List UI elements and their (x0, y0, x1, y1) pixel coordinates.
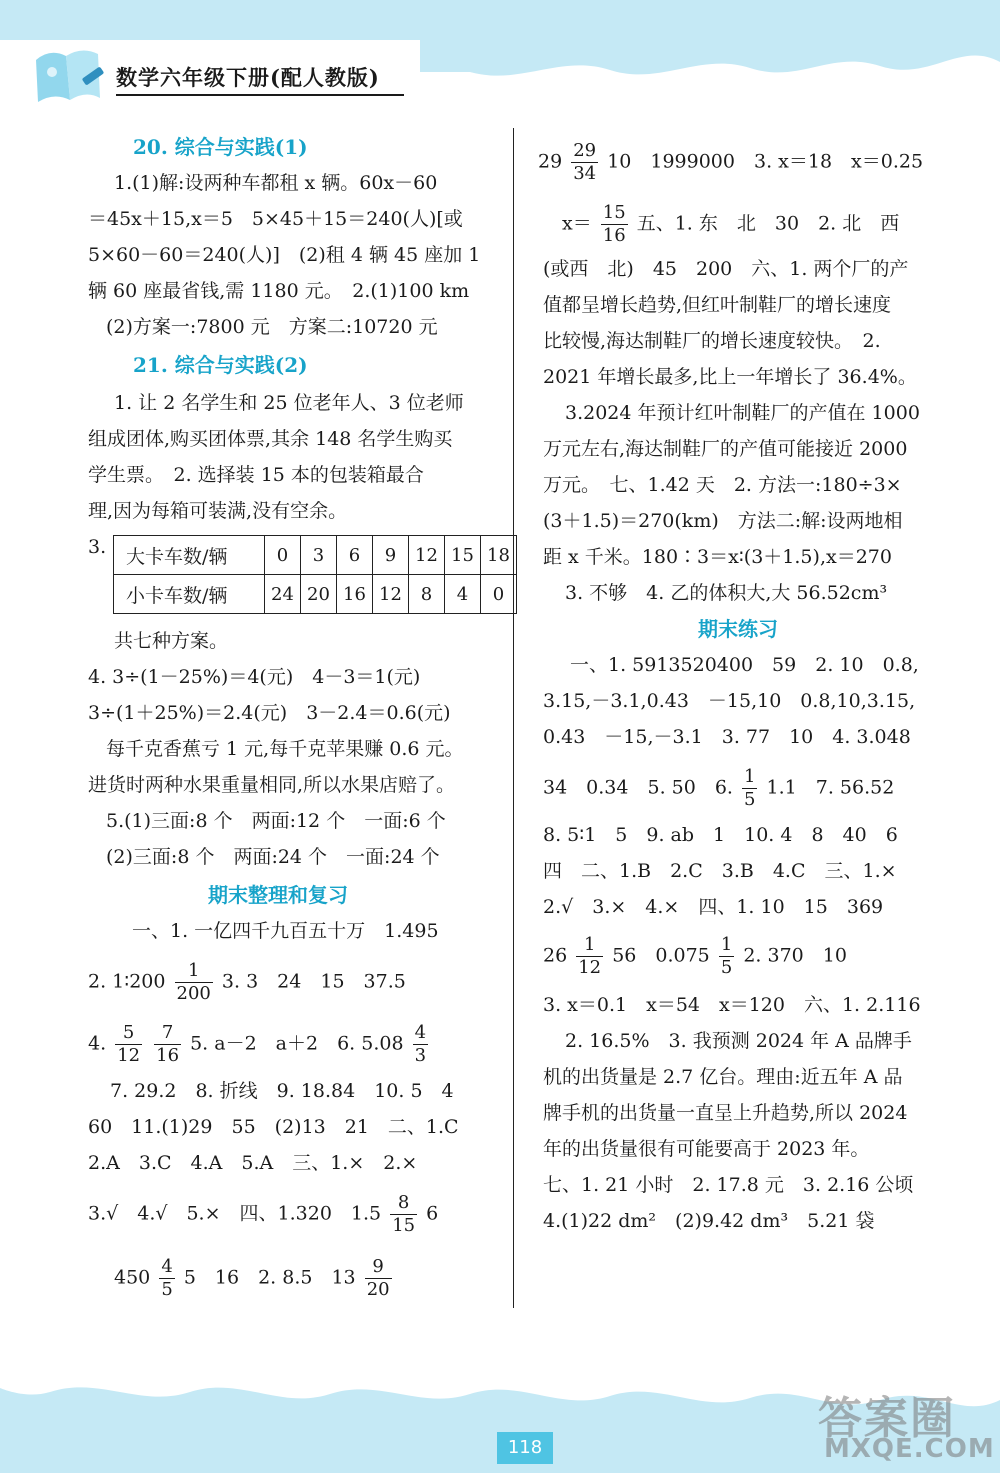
text-line: 7. 29.2 8. 折线 9. 18.84 10. 5 4 (110, 1080, 454, 1102)
column-divider (513, 128, 514, 1308)
row-header-big-trucks: 大卡车数/辆 (114, 536, 265, 575)
section-title-review: 期末整理和复习 (208, 883, 348, 907)
text-segment: 1.1 7. 56.52 (766, 776, 895, 799)
text-line: 牌手机的出货量一直呈上升趋势,所以 2024 (543, 1102, 908, 1124)
text-segment: 五、1. 东 北 30 2. 北 西 (636, 212, 900, 235)
text-line: 进货时两种水果重量相同,所以水果店赔了。 (88, 774, 456, 796)
text-line: 8. 5∶1 5 9. ab 1 10. 4 8 40 6 (543, 824, 898, 846)
numerator: 4 (161, 1256, 173, 1277)
text-line: 5.(1)三面:8 个 两面:12 个 一面:6 个 (106, 810, 446, 832)
text-line: 4.(1)22 dm² (2)9.42 dm³ 5.21 袋 (543, 1210, 875, 1232)
watermark-text: 答案圈 (818, 1393, 956, 1444)
fraction (601, 204, 628, 245)
text-line-with-fraction (88, 1194, 438, 1235)
text-line: 一、1. 5913520400 59 2. 10 0.8, (570, 654, 919, 676)
denominator: 34 (573, 163, 597, 184)
fraction (571, 142, 598, 183)
text-line: 3.15,－3.1,0.43 －15,10 0.8,10,3.15, (543, 690, 916, 712)
numerator: 1 (175, 962, 213, 983)
text-line: 3÷(1＋25%)＝2.4(元) 3－2.4＝0.6(元) (88, 702, 451, 724)
fraction (576, 936, 603, 977)
text-line: 3. 不够 4. 乙的体积大,大 56.52cm³ (565, 582, 888, 604)
fraction (159, 1258, 174, 1299)
fraction (413, 1024, 428, 1065)
section-title-21: 21. 综合与实践(2) (133, 353, 308, 377)
text-line-with-fraction (543, 936, 847, 977)
text-line: (2)三面:8 个 两面:24 个 一面:24 个 (106, 846, 440, 868)
table-row (114, 575, 517, 614)
denominator: 5 (744, 789, 756, 810)
table-cell: 18 (481, 536, 517, 575)
fraction (175, 962, 213, 1003)
text-line: 3.2024 年预计红叶制鞋厂的产值在 1000 (565, 402, 920, 424)
page-number: 118 (497, 1432, 553, 1464)
denominator: 3 (414, 1045, 427, 1066)
numerator: 8 (390, 1194, 417, 1215)
text-line: 1. 让 2 名学生和 25 位老年人、3 位老师 (114, 392, 464, 414)
numerator: 5 (115, 1024, 142, 1045)
text-segment: 26 (543, 944, 568, 967)
watermark-logo (818, 1382, 995, 1464)
fraction (154, 1024, 181, 1065)
text-line: 万元左右,海达制鞋厂的产值可能接近 2000 (543, 438, 908, 460)
numerator: 15 (602, 202, 626, 223)
text-line: (2)方案一:7800 元 方案二:10720 元 (106, 316, 438, 338)
numerator: 9 (365, 1258, 392, 1279)
fraction (390, 1194, 417, 1235)
fraction (719, 936, 734, 977)
table-row (114, 536, 517, 575)
denominator: 5 (161, 1279, 173, 1300)
numerator: 1 (720, 934, 733, 955)
numerator: 1 (744, 766, 756, 787)
text-segment: 56 0.075 (612, 944, 710, 967)
text-segment: 5 16 2. 8.5 13 (183, 1266, 356, 1289)
fraction (365, 1258, 392, 1299)
books-logo-icon (30, 42, 110, 112)
denominator: 12 (578, 957, 602, 978)
denominator: 200 (176, 983, 211, 1004)
denominator: 5 (720, 957, 733, 978)
table-cell: 12 (373, 575, 409, 614)
text-line: 万元。 七、1.42 天 2. 方法一:180÷3× (543, 474, 902, 496)
denominator: 16 (156, 1045, 180, 1066)
table-cell: 0 (481, 575, 517, 614)
text-line: 年的出货量很有可能要高于 2023 年。 (543, 1138, 870, 1160)
fraction (115, 1024, 142, 1065)
table-cell: 6 (337, 536, 373, 575)
text-line: 2. 16.5% 3. 我预测 2024 年 A 品牌手 (565, 1030, 912, 1052)
truck-combination-table (113, 535, 517, 614)
text-segment: 4. (88, 1032, 107, 1055)
text-line-with-fraction (562, 204, 899, 245)
numerator: 7 (154, 1024, 181, 1045)
table-cell: 15 (445, 536, 481, 575)
watermark-url: MXQE.COM (824, 1434, 995, 1464)
text-segment: 6 (426, 1202, 439, 1225)
text-line-with-fraction (88, 1024, 431, 1065)
page-header-title: 数学六年级下册(配人教版) (116, 62, 404, 96)
numerator: 1 (576, 936, 603, 957)
text-line: 5×60－60＝240(人)] (2)租 4 辆 45 座加 1 (88, 244, 481, 266)
text-line: 辆 60 座最省钱,需 1180 元。 2.(1)100 km (88, 280, 470, 302)
table-cell: 12 (409, 536, 445, 575)
denominator: 15 (392, 1215, 416, 1236)
text-line: 距 x 千米。180∶3＝x∶(3＋1.5),x＝270 (543, 546, 892, 568)
text-segment: 29 (538, 150, 563, 173)
question-number: 3. (88, 536, 107, 558)
text-line: 2.A 3.C 4.A 5.A 三、1.× 2.× (88, 1152, 418, 1174)
text-line: 共七种方案。 (114, 630, 229, 652)
text-line: 比较慢,海达制鞋厂的增长速度较快。 2. (543, 330, 881, 352)
text-segment: 2. 370 10 (743, 944, 847, 967)
denominator: 20 (366, 1279, 390, 1300)
text-line: 四 二、1.B 2.C 3.B 4.C 三、1.× (543, 860, 897, 882)
text-line-with-fraction (538, 142, 923, 183)
text-line-with-fraction (543, 768, 894, 809)
table-cell: 8 (409, 575, 445, 614)
table-cell: 0 (265, 536, 301, 575)
table-cell: 20 (301, 575, 337, 614)
text-line: 学生票。 2. 选择装 15 本的包装箱最合 (88, 464, 424, 486)
text-segment: 34 0.34 5. 50 6. (543, 776, 733, 799)
text-line: 每千克香蕉亏 1 元,每千克苹果赚 0.6 元。 (106, 738, 464, 760)
text-segment: 10 1999000 3. x＝18 x＝0.25 (607, 150, 924, 173)
text-segment: 3.√ 4.√ 5.× 四、1.320 1.5 (88, 1202, 382, 1225)
section-title-final-practice: 期末练习 (698, 617, 778, 641)
text-segment: 5. a－2 a＋2 6. 5.08 (190, 1032, 404, 1055)
numerator: 4 (414, 1022, 427, 1043)
text-line: 1.(1)解:设两种车都租 x 辆。60x－60 (114, 172, 438, 194)
fraction (742, 768, 757, 809)
text-line-with-fraction (114, 1258, 395, 1299)
text-line: 4. 3÷(1－25%)＝4(元) 4－3＝1(元) (88, 666, 421, 688)
numerator: 29 (573, 140, 597, 161)
table-cell: 3 (301, 536, 337, 575)
text-line-with-fraction (88, 962, 406, 1003)
text-segment: x＝ (562, 212, 592, 235)
section-title-20: 20. 综合与实践(1) (133, 135, 308, 159)
text-line: 理,因为每箱可装满,没有空余。 (88, 500, 348, 522)
text-line: 值都呈增长趋势,但红叶制鞋厂的增长速度 (543, 294, 892, 316)
text-line: 一、1. 一亿四千九百五十万 1.495 (132, 920, 439, 942)
table-cell: 4 (445, 575, 481, 614)
text-line: 七、1. 21 小时 2. 17.8 元 3. 2.16 公顷 (543, 1174, 914, 1196)
text-line: (3＋1.5)＝270(km) 方法二:解:设两地相 (543, 510, 903, 532)
text-line: 机的出货量是 2.7 亿台。理由:近五年 A 品 (543, 1066, 903, 1088)
text-segment: 3. 3 24 15 37.5 (221, 970, 406, 993)
table-cell: 16 (337, 575, 373, 614)
table-cell: 9 (373, 536, 409, 575)
text-line: 3. x＝0.1 x＝54 x＝120 六、1. 2.116 (543, 994, 921, 1016)
text-segment: 2. 1∶200 (88, 970, 166, 993)
table-cell: 24 (265, 575, 301, 614)
text-line: 2.√ 3.× 4.× 四、1. 10 15 369 (543, 896, 884, 918)
text-line: (或西 北) 45 200 六、1. 两个厂的产 (543, 258, 909, 280)
text-segment: 450 (114, 1266, 151, 1289)
row-header-small-trucks: 小卡车数/辆 (114, 575, 265, 614)
text-line: 2021 年增长最多,比上一年增长了 36.4%。 (543, 366, 917, 388)
denominator: 12 (117, 1045, 141, 1066)
text-line: 组成团体,购买团体票,其余 148 名学生购买 (88, 428, 453, 450)
text-line: ＝45x＋15,x＝5 5×45＋15＝240(人)[或 (88, 208, 463, 230)
denominator: 16 (602, 225, 626, 246)
text-line: 0.43 －15,－3.1 3. 77 10 4. 3.048 (543, 726, 911, 748)
text-line: 60 11.(1)29 55 (2)13 21 二、1.C (88, 1116, 459, 1138)
